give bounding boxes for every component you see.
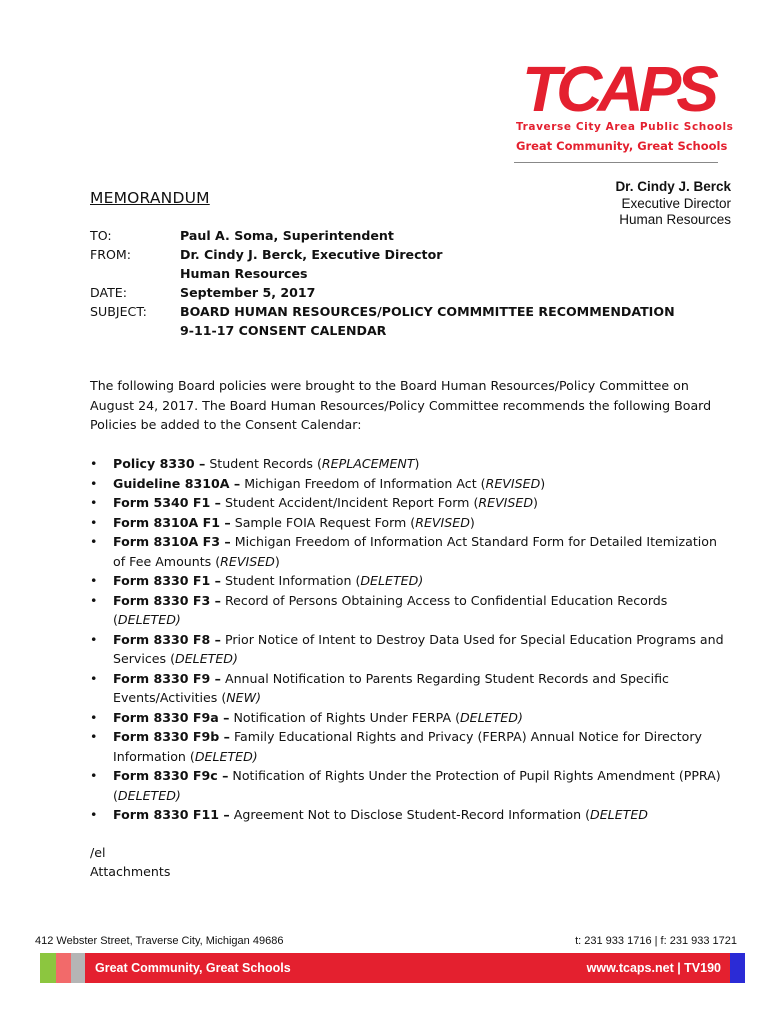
policy-list [90, 454, 730, 825]
policy-desc: Sample FOIA Request Form ( [230, 514, 416, 530]
policy-code: Form 8330 F3 – [113, 592, 221, 608]
policy-status: REVISED [485, 475, 541, 491]
footer-color-blue [730, 953, 745, 983]
tcaps-logo [516, 56, 734, 153]
intro-paragraph: The following Board policies were brought to the Board Human Resources/Policy Committee on August 24, 2017. The Board Human Resources/Policy Committee recommends the following Board Policies be added to the Consent Calendar: [90, 378, 712, 432]
policy-status: REVISED [415, 514, 470, 530]
policy-desc: Notification of Rights Under FERPA ( [229, 709, 460, 725]
policy-status: DELETED) [360, 573, 424, 588]
policy-close: ) [414, 456, 420, 471]
policy-item [90, 630, 730, 669]
policy-close: ) [274, 553, 280, 569]
bullet-icon: • [90, 709, 98, 725]
logo-org-name: Traverse City Area Public Schools [516, 121, 734, 133]
policy-status: REPLACEMENT [321, 456, 415, 471]
bullet-icon: • [90, 631, 98, 647]
policy-status: REVISED [220, 553, 275, 569]
policy-desc: Family Educational Rights and Privacy (FERPA) Annual Notice for Directory Information ( [113, 729, 703, 764]
bullet-icon: • [90, 495, 98, 510]
policy-desc: Annual Notification to Parents Regarding Student Records and Specific Events/Activities ( [113, 670, 669, 705]
policy-desc: Student Records ( [205, 456, 322, 471]
to-label: TO: [90, 228, 112, 243]
bullet-icon: • [90, 514, 98, 530]
policy-desc: Michigan Freedom of Information Act ( [240, 475, 486, 491]
bullet-icon: • [90, 592, 98, 608]
policy-desc: Student Information ( [220, 573, 361, 588]
logo-divider [514, 162, 718, 163]
memo-title: MEMORANDUM [90, 189, 210, 207]
policy-code: Form 8330 F9a – [113, 709, 230, 725]
policy-status: DELETED [590, 807, 649, 822]
policy-code: Form 8310A F3 – [113, 534, 231, 549]
policy-code: Guideline 8310A – [113, 475, 241, 491]
policy-item [90, 532, 730, 571]
policy-item [90, 591, 730, 630]
memo-header [90, 226, 675, 340]
policy-item [90, 474, 730, 494]
typist-initials: /el [90, 845, 106, 860]
policy-code: Form 8330 F9 – [113, 670, 221, 686]
footer-website[interactable]: www.tcaps.net | TV190 [586, 961, 721, 975]
attachments-note: Attachments [90, 864, 171, 879]
bullet-icon: • [90, 475, 98, 491]
date-label: DATE: [90, 285, 128, 300]
policy-item [90, 669, 730, 708]
to-value: Paul A. Soma, Superintendent [180, 228, 394, 243]
policy-status: DELETED) [194, 748, 258, 764]
sender-name: Dr. Cindy J. Berck [615, 179, 731, 194]
policy-code: Form 8330 F8 – [113, 631, 221, 647]
policy-code: Policy 8330 – [113, 456, 206, 471]
from-row [90, 245, 675, 264]
from-value-2: Human Resources [180, 266, 308, 281]
subject-row [90, 302, 675, 321]
bullet-icon: • [90, 807, 98, 822]
policy-code: Form 5340 F1 – [113, 495, 221, 510]
policy-close: ) [533, 495, 538, 510]
policy-desc: Prior Notice of Intent to Destroy Data Used for Special Education Programs and Services ( [113, 631, 724, 666]
policy-status: NEW) [226, 690, 262, 705]
tcaps-wordmark [516, 56, 720, 118]
bullet-icon: • [90, 534, 98, 549]
sender-block [615, 179, 731, 229]
policy-status: REVISED [478, 495, 534, 510]
bullet-icon: • [90, 670, 98, 686]
policy-item [90, 493, 730, 513]
logo-wordmark-text: TCAPS [522, 56, 714, 118]
policy-item [90, 454, 730, 474]
footer-color-gray [71, 953, 85, 983]
footer-address: 412 Webster Street, Traverse City, Michigan 49686 [35, 935, 284, 947]
policy-status: DELETED) [175, 651, 238, 666]
policy-desc: Michigan Freedom of Information Act Standard Form for Detailed Itemization of Fee Amounts ( [113, 534, 717, 569]
policy-item [90, 513, 730, 533]
policy-desc: Student Accident/Incident Report Form ( [220, 495, 479, 510]
bullet-icon: • [90, 729, 98, 744]
bullet-icon: • [90, 456, 98, 471]
footer-tagline: Great Community, Great Schools [95, 961, 291, 975]
closing-block [90, 843, 170, 881]
policy-code: Form 8330 F11 – [113, 807, 230, 822]
policy-close: ) [469, 514, 475, 530]
policy-desc: Notification of Rights Under the Protection of Pupil Rights Amendment (PPRA) ( [113, 768, 721, 803]
policy-code: Form 8310A F1 – [113, 514, 231, 530]
policy-status: DELETED) [117, 612, 181, 627]
sender-title: Executive Director [621, 195, 731, 211]
sender-department: Human Resources [619, 212, 731, 227]
from-label: FROM: [90, 247, 132, 262]
footer-phone: t: 231 933 1716 | f: 231 933 1721 [575, 935, 737, 947]
bullet-icon: • [90, 768, 98, 783]
subject-value: BOARD HUMAN RESOURCES/POLICY COMMMITTEE RECOMMENDATION [180, 304, 675, 319]
policy-code: Form 8330 F9b – [113, 729, 230, 744]
bullet-icon: • [90, 573, 98, 588]
policy-item [90, 805, 730, 825]
policy-item [90, 708, 730, 728]
from-value: Dr. Cindy J. Berck, Executive Director [180, 247, 443, 262]
policy-status: DELETED) [459, 709, 523, 725]
from-row-2 [90, 264, 675, 283]
footer-color-pink [56, 953, 71, 983]
to-row [90, 226, 675, 245]
footer-color-green [40, 953, 56, 983]
subject-row-2 [90, 321, 675, 340]
policy-desc: Agreement Not to Disclose Student-Record Information ( [229, 807, 591, 822]
policy-code: Form 8330 F1 – [113, 573, 221, 588]
policy-desc: Record of Persons Obtaining Access to Confidential Education Records ( [113, 592, 668, 627]
policy-item [90, 727, 730, 766]
policy-status: DELETED) [117, 787, 181, 803]
subject-label: SUBJECT: [90, 304, 147, 319]
date-row [90, 283, 675, 302]
policy-item [90, 766, 730, 805]
logo-tagline: Great Community, Great Schools [516, 139, 728, 153]
footer-bar [40, 953, 745, 983]
subject-value-2: 9-11-17 CONSENT CALENDAR [180, 323, 387, 338]
policy-item [90, 571, 730, 591]
policy-code: Form 8330 F9c – [113, 768, 229, 783]
date-value: September 5, 2017 [180, 285, 316, 300]
policy-close: ) [540, 475, 546, 491]
